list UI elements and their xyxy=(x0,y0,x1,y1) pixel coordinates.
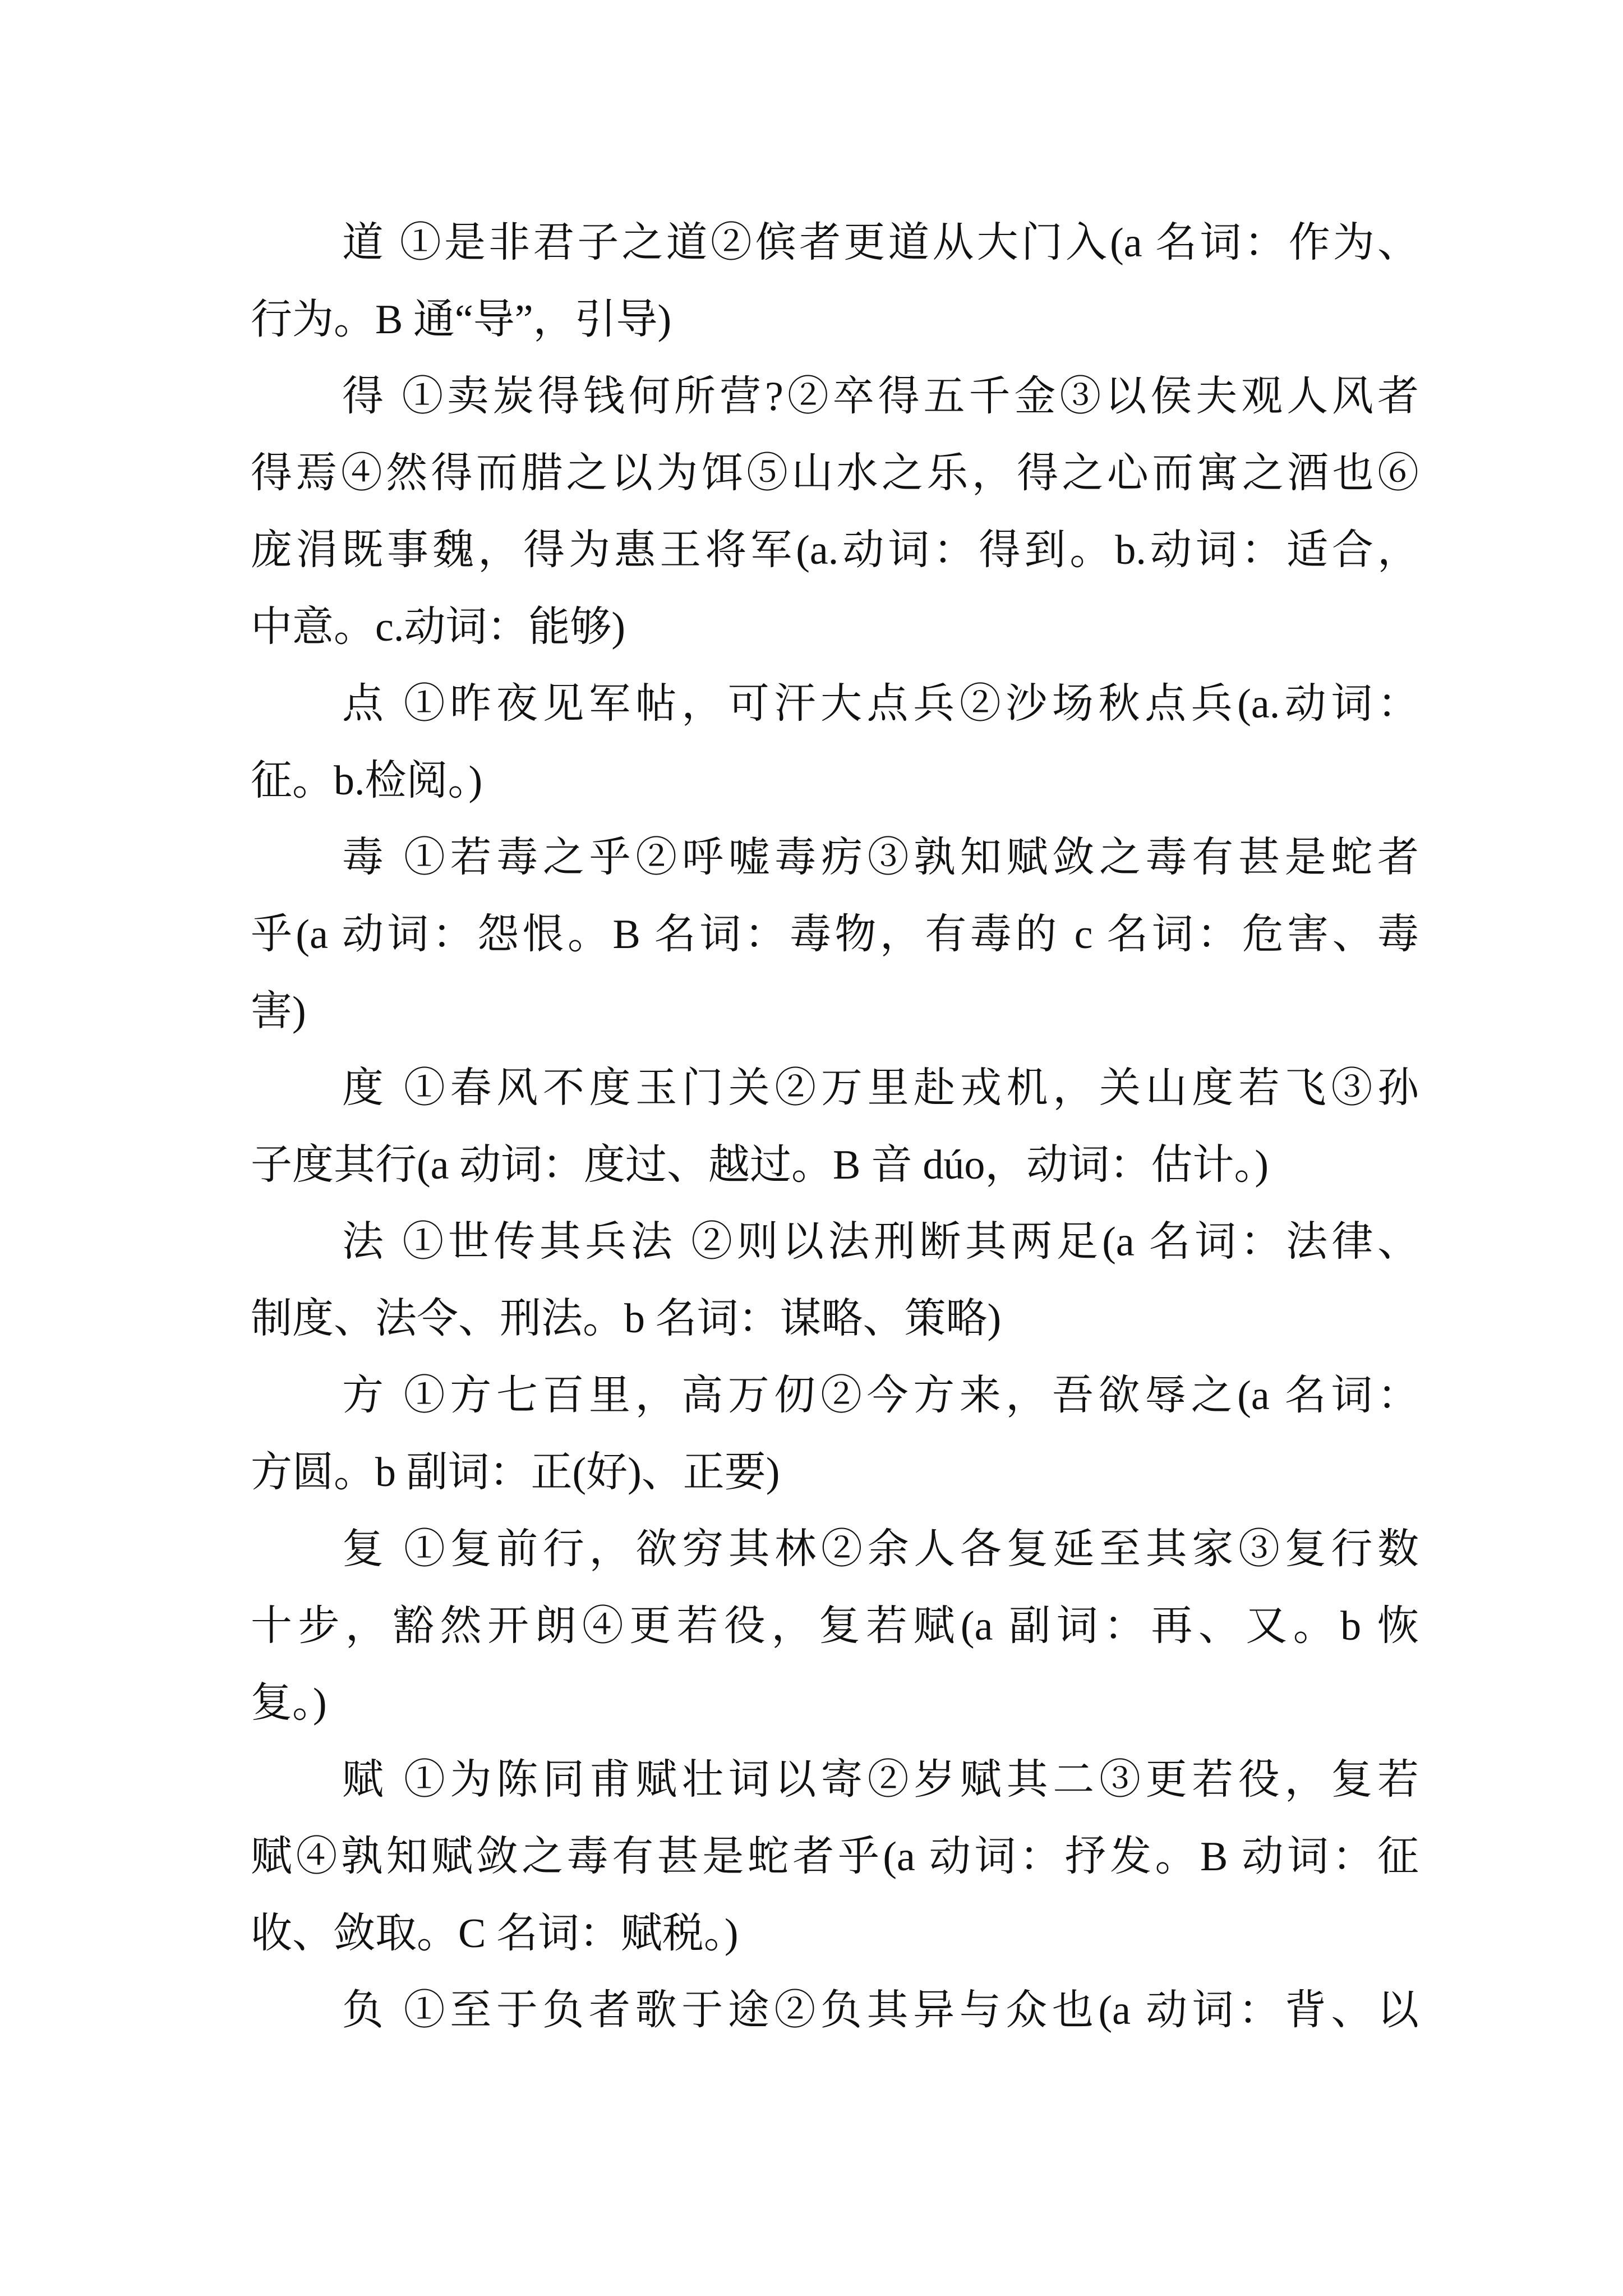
entry-fu-tax xyxy=(251,1742,1419,1972)
entry-line: 方 ①方七百里，高万仞②今方来，吾欲辱之(a 名词： xyxy=(342,1373,1419,1419)
entry-fa xyxy=(251,1204,1419,1358)
entry-du-poison xyxy=(251,820,1419,1050)
entry-line: 法 ①世传其兵法 ②则以法刑断其两足(a 名词：法律、 xyxy=(342,1219,1419,1265)
entry-line: 复 ①复前行，欲穷其林②余人各复延至其家③复行数 xyxy=(342,1526,1419,1572)
entry-line: 乎(a 动词：怨恨。B 名词：毒物，有毒的 c 名词：危害、毒 xyxy=(251,912,1419,958)
document-body xyxy=(251,205,1419,2049)
entry-fang xyxy=(251,1358,1419,1511)
entry-line: 点 ①昨夜见军帖，可汗大点兵②沙场秋点兵(a.动词： xyxy=(342,681,1419,727)
entry-dian xyxy=(251,666,1419,820)
entry-line: 负 ①至于负者歌于途②负其异与众也(a 动词：背、以 xyxy=(342,1987,1419,2033)
entry-line: 度 ①春风不度玉门关②万里赴戎机，关山度若飞③孙 xyxy=(342,1065,1419,1111)
entry-line: 行为。B 通“导”，引导) xyxy=(251,297,672,343)
entry-du-measure xyxy=(251,1050,1419,1204)
entry-de xyxy=(251,358,1419,666)
entry-line: 收、敛取。C 名词：赋税。) xyxy=(251,1911,739,1957)
entry-line: 中意。c.动词：能够) xyxy=(251,604,625,650)
entry-line: 方圆。b 副词：正(好)、正要) xyxy=(251,1450,780,1496)
entry-line: 道 ①是非君子之道②傧者更道从大门入(a 名词：作为、 xyxy=(342,220,1419,266)
entry-line: 得焉④然得而腊之以为饵⑤山水之乐，得之心而寓之酒也⑥ xyxy=(251,450,1419,496)
entry-line: 征。b.检阅。) xyxy=(251,758,483,804)
entry-line: 庞涓既事魏，得为惠王将军(a.动词：得到。b.动词：适合， xyxy=(251,527,1419,573)
entry-line: 复。) xyxy=(251,1680,327,1726)
entry-line: 害) xyxy=(251,988,306,1034)
entry-line: 制度、法令、刑法。b 名词：谋略、策略) xyxy=(251,1296,1002,1342)
entry-line: 得 ①卖炭得钱何所营?②卒得五千金③以侯夫观人风者 xyxy=(342,374,1419,420)
entry-line: 子度其行(a 动词：度过、越过。B 音 dúo，动词：估计。) xyxy=(251,1142,1269,1188)
entry-line: 毒 ①若毒之乎②呼嘘毒疠③孰知赋敛之毒有甚是蛇者 xyxy=(342,835,1419,881)
entry-dao xyxy=(251,205,1419,358)
entry-line: 十步，豁然开朗④更若役，复若赋(a 副词：再、又。b 恢 xyxy=(251,1603,1419,1649)
entry-fu-carry xyxy=(251,1972,1419,2049)
entry-line: 赋 ①为陈同甫赋壮词以寄②岁赋其二③更若役，复若 xyxy=(342,1757,1419,1803)
entry-line: 赋④孰知赋敛之毒有甚是蛇者乎(a 动词：抒发。B 动词：征 xyxy=(251,1834,1419,1880)
entry-fu-again xyxy=(251,1511,1419,1742)
